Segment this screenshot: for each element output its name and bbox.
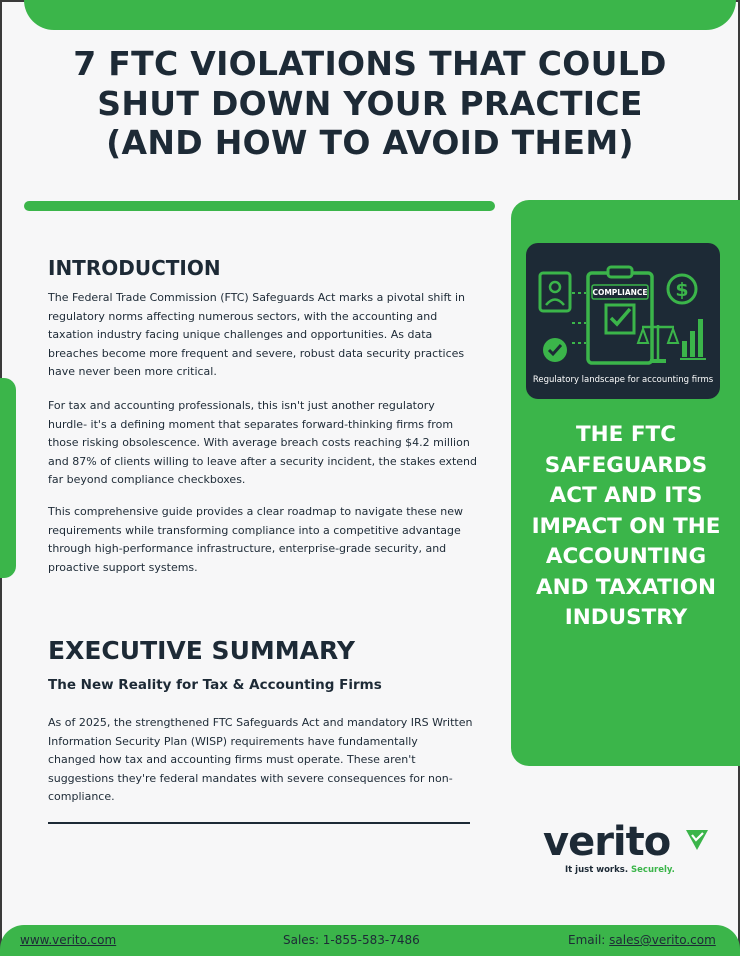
introduction-heading: INTRODUCTION [48, 256, 221, 280]
text-line: proactive support systems. [48, 560, 198, 574]
sidebar-heading-line: ACT AND ITS [549, 483, 703, 508]
title-divider [24, 201, 495, 211]
text-line: and 87% of clients willing to leave after a security incident, the stakes extend [48, 454, 477, 468]
text-line: changed how tax and accounting firms must operate. These aren't [48, 753, 416, 766]
verito-logo [543, 819, 713, 865]
sidebar-heading-line: INDUSTRY [564, 605, 688, 630]
email-label: Email: [568, 933, 606, 947]
executive-summary-heading: EXECUTIVE SUMMARY [48, 636, 355, 665]
brand-tagline [565, 865, 685, 875]
text-line: those risking obsolescence. With average breach costs reaching $4.2 million [48, 436, 470, 449]
text-line: requirements while transforming compliance into a competitive advantage [48, 523, 461, 537]
clipboard-check-icon [588, 267, 652, 363]
text-line: This comprehensive guide provides a clear roadmap to navigate these new [48, 505, 464, 518]
top-accent-bar [24, 0, 736, 30]
dollar-icon [668, 275, 696, 303]
text-line: As of 2025, the strengthened FTC Safeguards Act and mandatory IRS Written [48, 716, 473, 729]
text-line: compliance. [48, 790, 115, 803]
logo-check-icon [686, 830, 708, 850]
text-line: through high-performance infrastructure, enterprise-grade security, and [48, 542, 447, 555]
tagline-accent: Securely. [631, 865, 675, 875]
sidebar-heading [516, 420, 736, 634]
title-line: 7 FTC VIOLATIONS THAT COULD [73, 44, 667, 83]
title-line: (AND HOW TO AVOID THEM) [106, 123, 634, 163]
user-card-icon [540, 273, 570, 311]
sales-phone: Sales: 1-855-583-7486 [283, 933, 420, 947]
text-line: regulatory norms affecting numerous sectors, with the accounting and [48, 309, 438, 323]
compliance-illustration [526, 243, 720, 399]
section-divider [48, 822, 470, 824]
intro-paragraph-1 [48, 289, 488, 382]
text-line: For tax and accounting professionals, this isn't just another regulatory [48, 399, 435, 412]
sidebar-heading-line: ACCOUNTING [545, 544, 707, 569]
svg-text:$: $ [675, 279, 689, 301]
text-line: The Federal Trade Commission (FTC) Safeguards Act marks a pivotal shift in [48, 291, 465, 304]
sidebar-heading-line: IMPACT ON THE [531, 513, 721, 539]
text-line: hurdle- it's a defining moment that separates forward-thinking firms from [48, 417, 454, 431]
checkmark-circle-icon [543, 338, 567, 362]
compliance-label: COMPLIANCE [592, 288, 648, 297]
executive-summary-paragraph [48, 714, 488, 807]
text-line: far beyond compliance checkboxes. [48, 473, 246, 486]
executive-summary-subheading: The New Reality for Tax & Accounting Firms [48, 677, 382, 693]
text-line: taxation industry facing unique challenges and opportunities. As data [48, 328, 433, 341]
tagline-prefix: It just works. [565, 865, 629, 875]
page-title [40, 44, 700, 163]
scales-icon [638, 325, 678, 363]
title-line: SHUT DOWN YOUR PRACTICE [97, 83, 643, 123]
left-accent-tab [0, 378, 16, 578]
sidebar-heading-line: THE FTC [576, 422, 676, 447]
intro-paragraph-2 [48, 397, 488, 490]
bar-chart-icon [680, 319, 706, 359]
email-link[interactable]: sales@verito.com [609, 933, 716, 947]
text-line: breaches become more frequent and severe, robust data security practices [48, 346, 465, 360]
footer-bar [0, 925, 740, 956]
text-line: have never been more critical. [48, 365, 217, 378]
logo-wordmark: verito [543, 819, 671, 865]
text-line: suggestions they're federal mandates with severe consequences for non- [48, 771, 453, 785]
intro-paragraph-3 [48, 503, 488, 577]
text-line: Information Security Plan (WISP) requirements have fundamentally [48, 734, 418, 748]
sidebar-heading-line: AND TAXATION [535, 574, 717, 600]
website-link[interactable]: www.verito.com [20, 933, 117, 947]
illustration-caption: Regulatory landscape for accounting firms [532, 375, 714, 385]
sidebar-heading-line: SAFEGUARDS [544, 452, 708, 478]
email-contact [568, 933, 716, 947]
